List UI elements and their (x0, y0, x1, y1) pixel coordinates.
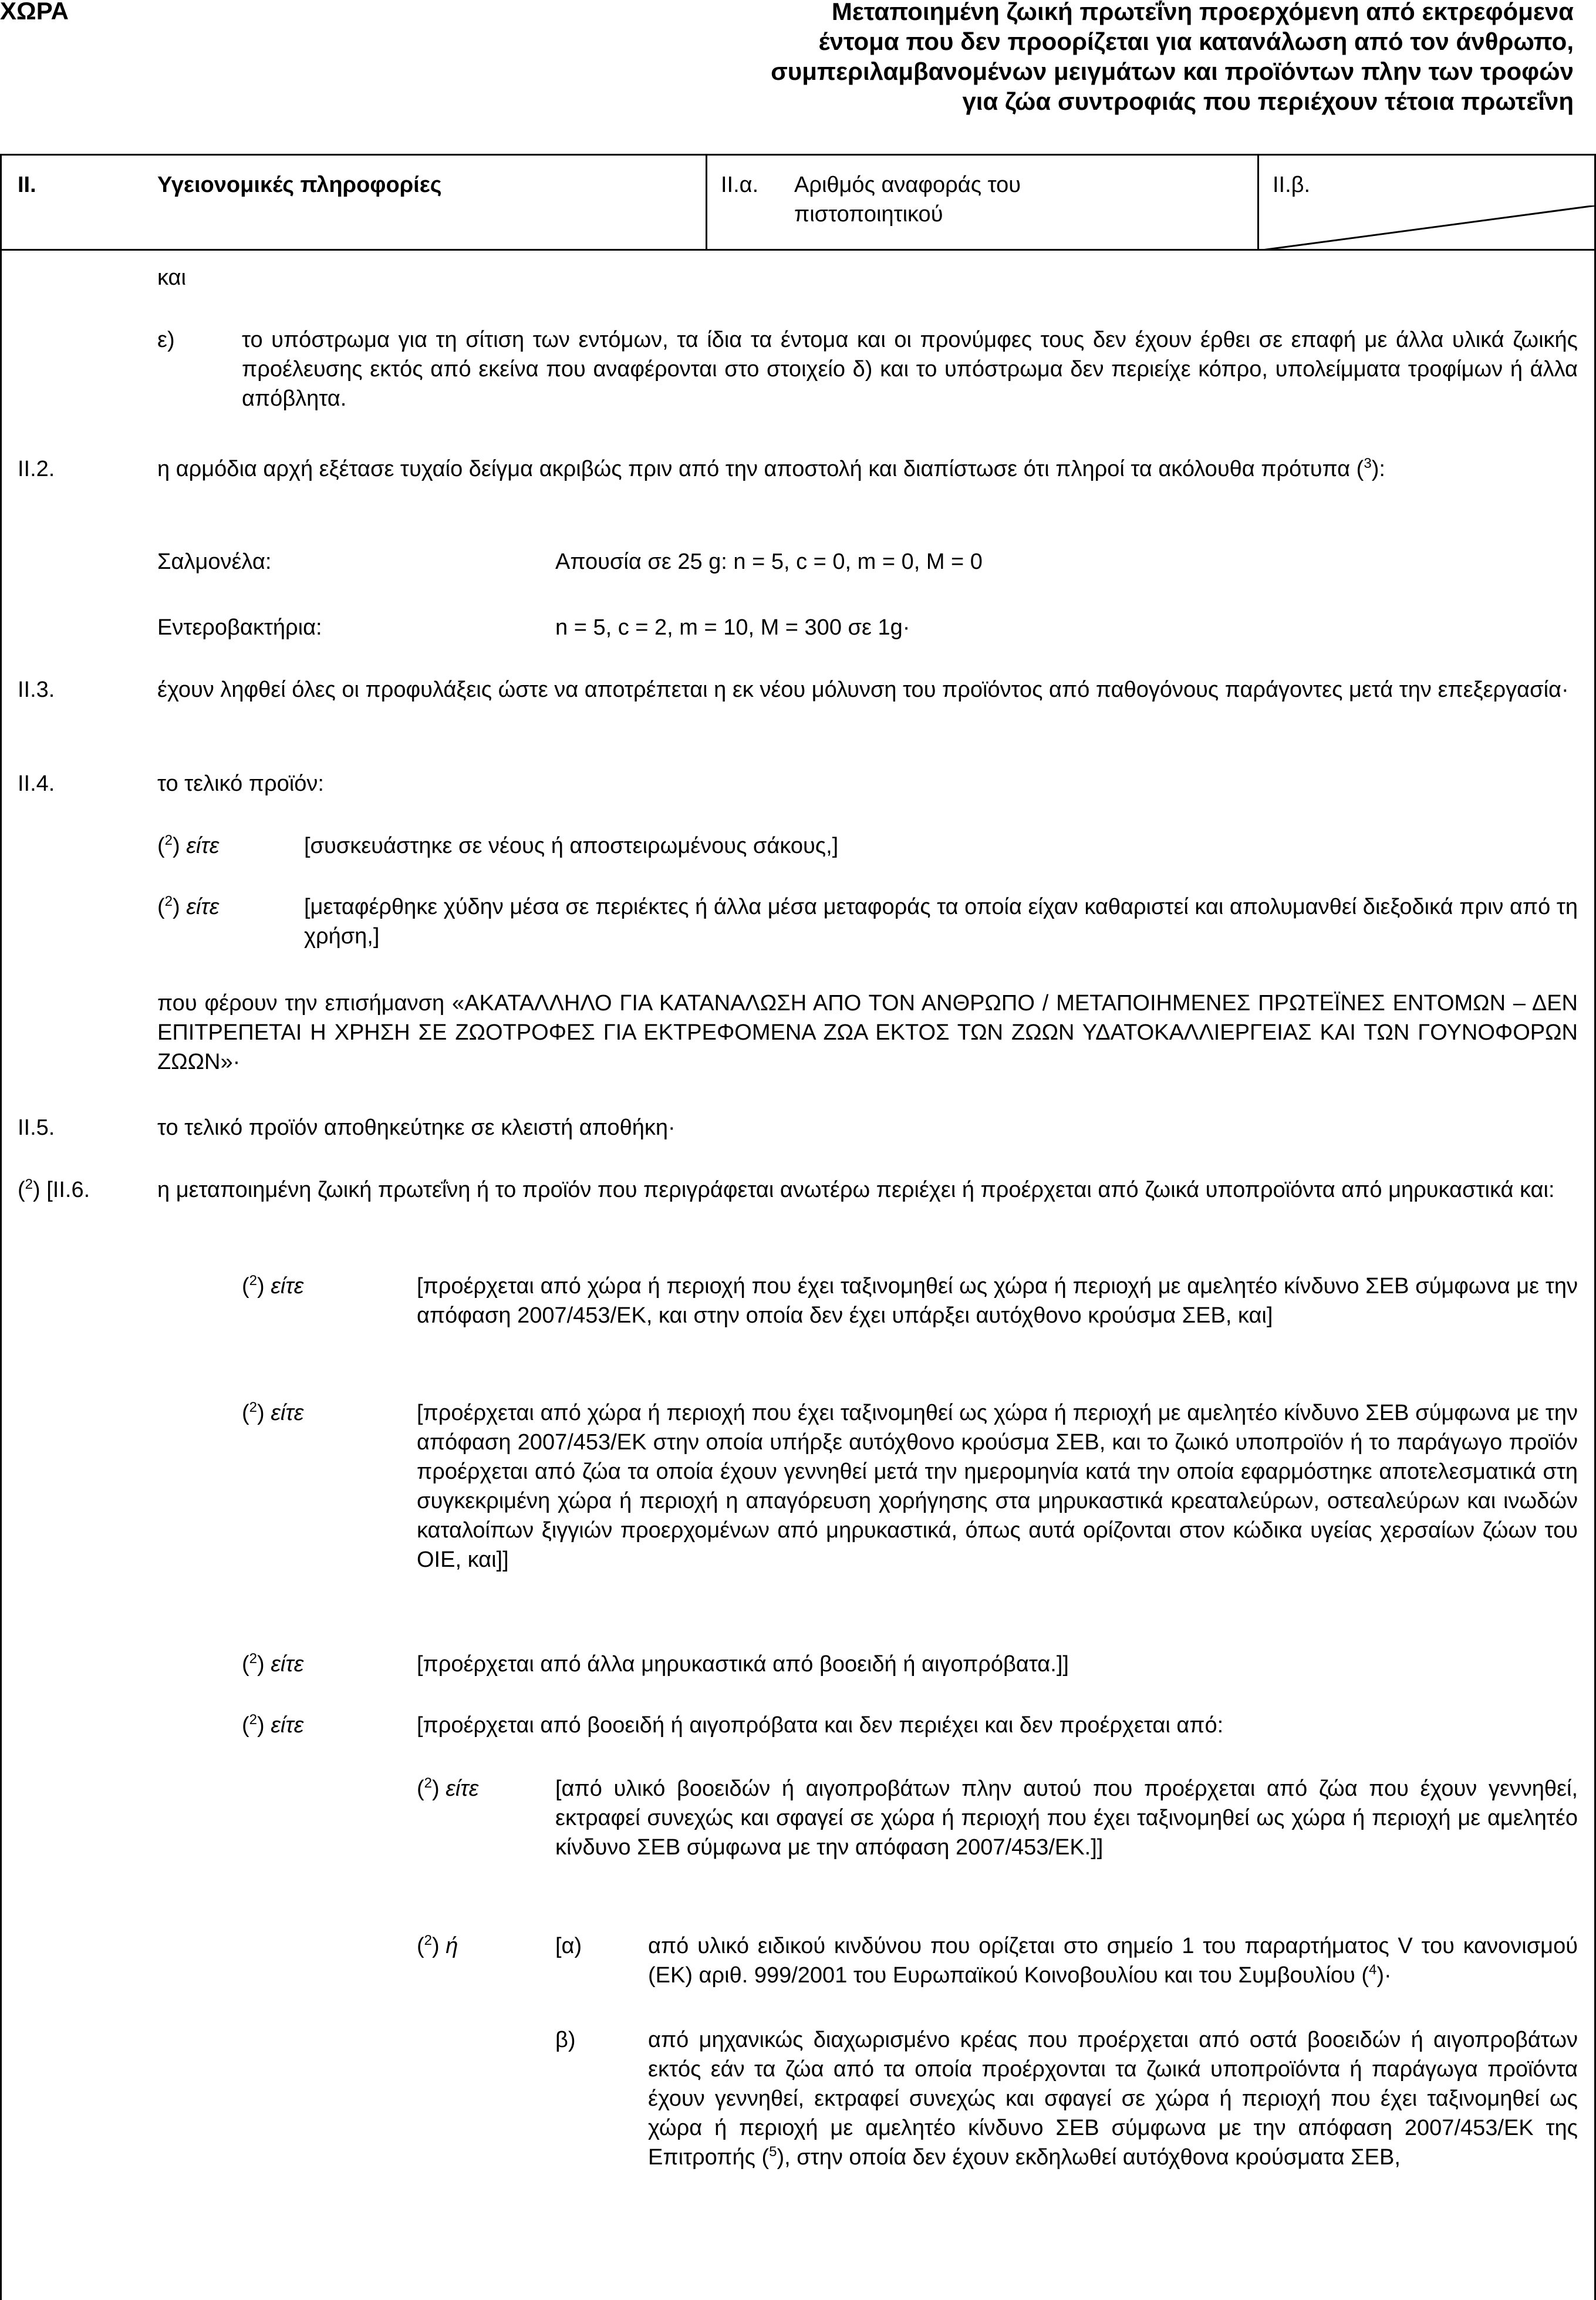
ii4-number: II.4. (18, 771, 55, 796)
section-title: Υγειονομικές πληροφορίες (157, 173, 442, 197)
footnote-ref: 3 (1364, 456, 1372, 471)
ii4-opt2-text: [μεταφέρθηκε χύδην μέσα σε περιέκτες ή άλλα μέσα μεταφοράς τα οποία είχαν καθαριστεί και απολυμανθεί διεξοδικά πριν από τη χρήση,] (304, 895, 1578, 949)
ref-label: Αριθμός αναφοράς του πιστοποιητικού (794, 173, 1021, 227)
sub1-text: [από υλικό βοοειδών ή αιγοπροβάτων πλην αυτού που προέρχεται από ζώα που έχουν γεννηθεί, εκτραφεί συνεχώς και σφαγεί σε χώρα ή περιοχή που έχει ταξινομηθεί ως χώρα ή περιοχή με αμελητέο κίνδυνο ΣΕΒ σύμφωνα με την απόφαση 2007/453/ΕΚ.]] (555, 1776, 1578, 1860)
entero-value: n = 5, c = 2, m = 10, M = 300 σε 1g· (555, 615, 910, 640)
sub-b-text: από μηχανικώς διαχωρισμένο κρέας που προέρχεται από οστά βοοειδών ή αιγοπροβάτων εκτός εάν τα ζώα από τα οποία προέρχονται τα ζωικά υποπροϊόντα ή παράγωγα προϊόντα έχουν γεννηθεί, εκτραφεί συνεχώς και σφαγεί σε χώρα ή περιοχή που έχει ταξινομηθεί ως χώρα ή περιοχή με αμελητέο κίνδυνο ΣΕΒ σύμφωνα με την απόφαση 2007/453/ΕΚ της Επιτροπής ($^5$), στην οποία δεν έχουν εκδηλωθεί αυτόχθονα κρούσματα ΣΕΒ, (648, 2028, 1578, 2170)
ii3-text: έχουν ληφθεί όλες οι προφυλάξεις ώστε να αποτρέπεται η εκ νέου μόλυνση του προϊόντος από παθογόνους παράγοντες μετά την επεξεργασία· (157, 677, 1569, 702)
sub1-marker: ($^2$) είτε (417, 1775, 479, 1801)
ref2-cell-divider (1257, 154, 1259, 250)
sub-a-text: από υλικό ειδικού κινδύνου που ορίζεται στο σημείο 1 του παραρτήματος V του κανονισμού (ΕΚ) αριθ. 999/2001 του Ευρωπαϊκού Κοινοβουλίου και του Συμβουλίου ($^4$)· (648, 1934, 1578, 1988)
ii3-number: II.3. (18, 677, 55, 702)
section-number: II. (18, 173, 36, 197)
ii5-number: II.5. (18, 1115, 55, 1140)
ii2-number: II.2. (18, 457, 55, 481)
ref2-number: II.β. (1273, 173, 1311, 197)
kai-text: και (157, 265, 186, 290)
footnote-ref: 4 (1369, 1962, 1377, 1978)
sub-b-label: β) (555, 2028, 576, 2052)
ref-cell-divider (706, 154, 707, 250)
table-left-border (0, 154, 2, 2300)
item-e-label: ε) (157, 328, 175, 352)
salmonella-value: Απουσία σε 25 g: n = 5, c = 0, m = 0, M = 0 (555, 549, 983, 574)
ii6-opt3-marker: ($^2$) είτε (242, 1651, 304, 1677)
country-label: ΧΩΡΑ (0, 0, 69, 25)
ii6-opt1-marker: ($^2$) είτε (242, 1273, 304, 1299)
ii6-opt3-text: [προέρχεται από άλλα μηρυκαστικά από βοοειδή ή αιγοπρόβατα.]] (417, 1652, 1069, 1677)
ii6-opt1-text: [προέρχεται από χώρα ή περιοχή που έχει ταξινομηθεί ως χώρα ή περιοχή με αμελητέο κίνδυνο ΣΕΒ σύμφωνα με την απόφαση 2007/453/ΕΚ, και στην οποία δεν έχει υπάρξει αυτόχθονο κρούσμα ΣΕΒ, και] (417, 1274, 1578, 1328)
ii6-number: ($^2$) [II.6. (18, 1176, 90, 1202)
diagonal-line (1262, 205, 1596, 250)
ii5-text: το τελικό προϊόν αποθηκεύτηκε σε κλειστή αποθήκη· (157, 1115, 676, 1140)
ii4-opt2-marker: ($^2$) είτε (157, 893, 220, 919)
ii4-opt1-marker: ($^2$) είτε (157, 832, 220, 858)
certificate-title: Μεταποιημένη ζωική πρωτεΐνη προερχόμενη από εκτρεφόμενα έντομα που δεν προορίζεται για κατανάλωση από τον άνθρωπο, συμπεριλαμβανομένων μειγμάτων και προϊόντων πλην των τροφών για ζώα συντροφιάς που περιέχουν τέτοια πρωτεΐνη (771, 0, 1574, 115)
footnote-ref: 5 (769, 2144, 777, 2160)
label-text: που φέρουν την επισήμανση «ΑΚΑΤΑΛΛΗΛΟ ΓΙΑ ΚΑΤΑΝΑΛΩΣΗ ΑΠΟ ΤΟΝ ΑΝΘΡΩΠΟ / ΜΕΤΑΠΟΙΗΜΕΝΕΣ ΠΡΩΤΕΪΝΕΣ ΕΝΤΟΜΩΝ – ΔΕΝ ΕΠΙΤΡΕΠΕΤΑΙ Η ΧΡΗΣΗ ΣΕ ΖΩΟΤΡΟΦΕΣ ΓΙΑ ΕΚΤΡΕΦΟΜΕΝΑ ΖΩΑ ΕΚΤΟΣ ΤΩΝ ΖΩΩΝ ΥΔΑΤΟΚΑΛΛΙΕΡΓΕΙΑΣ ΚΑΙ ΤΩΝ ΓΟΥΝΟΦΟΡΩΝ ΖΩΩΝ»· (157, 991, 1578, 1074)
ref-number: II.α. (721, 173, 759, 197)
sub-a-marker: ($^2$) ή (417, 1933, 458, 1958)
ii6-opt4-marker: ($^2$) είτε (242, 1712, 304, 1738)
ii6-opt4-text: [προέρχεται από βοοειδή ή αιγοπρόβατα και δεν περιέχει και δεν προέρχεται από: (417, 1713, 1224, 1738)
entero-label: Εντεροβακτήρια: (157, 615, 322, 640)
table-top-border (0, 154, 1596, 156)
ii4-text: το τελικό προϊόν: (157, 771, 324, 796)
ii2-text: η αρμόδια αρχή εξέτασε τυχαίο δείγμα ακριβώς πριν από την αποστολή και διαπίστωσε ότι πληροί τα ακόλουθα πρότυπα ($^3$): (157, 456, 1385, 481)
sub-a-label: [α) (555, 1934, 582, 1958)
ii6-opt2-marker: ($^2$) είτε (242, 1399, 304, 1425)
ii4-opt1-text: [συσκευάστηκε σε νέους ή αποστειρωμένους σάκους,] (304, 834, 839, 858)
salmonella-label: Σαλμονέλα: (157, 549, 272, 574)
item-e-text: το υπόστρωμα για τη σίτιση των εντόμων, τα ίδια τα έντομα και οι προνύμφες τους δεν έχουν έρθει σε επαφή με άλλα υλικά ζωικής προέλευσης εκτός από εκείνα που αναφέρονται στο στοιχείο δ) και το υπόστρωμα δεν περιείχε κόπρο, υπολείμματα τροφίμων ή άλλα απόβλητα. (242, 328, 1578, 411)
ii6-opt2-text: [προέρχεται από χώρα ή περιοχή που έχει ταξινομηθεί ως χώρα ή περιοχή με αμελητέο κίνδυνο ΣΕΒ σύμφωνα με την απόφαση 2007/453/ΕΚ στην οποία υπήρξε αυτόχθονο κρούσμα ΣΕΒ, και το ζωικό υποπροϊόν ή το παράγωγο προϊόν προέρχεται από ζώα τα οποία έχουν γεννηθεί μετά την ημερομηνία κατά την οποία εφαρμόστηκε αποτελεσματικά στη συγκεκριμένη χώρα ή περιοχή η απαγόρευση χορήγησης στα μηρυκαστικά κρεαταλεύρων, οστεαλεύρων και ινωδών καταλοίπων ξιγγιών προερχομένων από μηρυκαστικά, όπως αυτά ορίζονται στον κώδικα υγείας χερσαίων ζώων του OIE, και]] (417, 1401, 1578, 1572)
ii6-text: η μεταποιημένη ζωική πρωτεΐνη ή το προϊόν που περιγράφεται ανωτέρω περιέχει ή προέρχεται από ζωικά υποπροϊόντα από μηρυκαστικά και: (157, 1178, 1555, 1202)
